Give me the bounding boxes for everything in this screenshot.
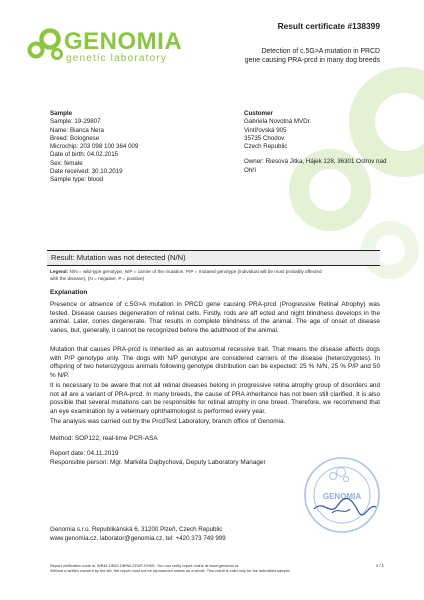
result-bar: Result: Mutation was not detected (N/N) — [47, 251, 380, 265]
footer-address: Genomia s.r.o. Republikánská 6, 31200 Plzeň, Czech Republic — [50, 526, 223, 533]
explanation-paragraph-1: Presence or absence of c.5G>A mutation in PRCD gene causing PRA-prcd (Progressive Retinal Atrophy) was tested. Disease causes degeneration of retinal cells. Firstly, rods are aff ected and night blindness develops in the animal. Later, cones degenerate. That results in complete blindness of the animal. The age of onset of disease varies, but, generally, it cannot be recognized before the adulthood of the animal. — [50, 301, 380, 334]
customer-section — [244, 110, 386, 175]
legend — [50, 269, 322, 282]
customer-line: 35735 Chodov — [244, 134, 285, 142]
legend-label: Legend: — [50, 269, 69, 274]
explanation-paragraph-2: Mutation that causes PRA-prcd is inherited as an autosomal recessive trait. That means the disease affects dogs with P/P genotype only. The dogs with N/P genotype are considered carriers of the disease (heterozygotes). In offspring of two heterozygous animals following genotype distribution can be expected: 25 % N/N, 25 % P/P and 50 % N/P. — [50, 346, 380, 379]
sample-line: Name: Bianca Nera — [50, 126, 104, 134]
owner-line: Ohří — [244, 166, 257, 174]
subtitle-line-2: gene causing PRA-prcd in many dog breeds — [244, 57, 380, 64]
certificate-subtitle — [245, 47, 380, 65]
customer-heading: Customer — [244, 110, 273, 117]
explanation-heading: Explanation — [50, 289, 88, 296]
laboratory-seal-stamp — [302, 455, 382, 535]
sample-line: Date received: 30.10.2019 — [50, 168, 123, 176]
logo-text: GENOMIA — [64, 28, 183, 55]
genomia-logo-icon — [26, 26, 66, 64]
result-bottom-rule — [47, 265, 380, 266]
legend-line-1: N/N = wild-type genotype, N/P = carrier of the mutation, P/P = mutated genotype (individual will be most probably affected — [68, 269, 322, 274]
sample-heading: Sample — [50, 110, 73, 117]
subtitle-line-1: Detection of c.5G>A mutation in PRCD — [261, 48, 380, 55]
responsible-person-line: Responsible person: Mgr. Markéta Dajbychová, Deputy Laboratory Manager — [50, 459, 266, 466]
disclaimer-note: Without a written consent by the lab, the report must not be reproduced unless as a whole. This result is valid only for the submitted sample. — [50, 568, 291, 574]
sample-line: Sample: 19-29807 — [50, 118, 101, 126]
sample-line: Date of birth: 04.02.2015 — [50, 151, 119, 159]
sample-line: Sample type: blood — [50, 176, 103, 184]
certificate-title: Result certificate #138399 — [277, 21, 380, 31]
sample-line: Breed: Bolognese — [50, 134, 100, 142]
seal-text: GENOMIA — [322, 492, 362, 501]
sample-line: Microchip: 203 098 100 364 009 — [50, 143, 139, 151]
owner-line: Owner: Riesová Jitka, Hájek 128, 36301 Ostrov nad — [244, 158, 387, 166]
verification-note: Report verification code is: WB46-DE62-DB9W-2EWT-EHKE. You can verify report online at www.genomia.cz — [50, 563, 239, 568]
method-line: Method: SOP122, real-time PCR-ASA — [50, 435, 158, 442]
customer-line: Vintířovská 905 — [244, 126, 287, 134]
footer-contacts: www.genomia.cz, laborator@genomia.cz, tel: +420 373 749 999 — [50, 535, 226, 542]
footer-notes — [50, 563, 291, 573]
customer-line: Gabriela Novotná MVDr. — [244, 118, 312, 126]
logo-subtext: genetic laboratory — [66, 53, 168, 64]
customer-line: Czech Republic — [244, 143, 288, 151]
footer-address-block — [50, 525, 226, 543]
explanation-paragraph-3: It is necessary to be aware that not all retinal diseases belong in progressive retina atrophy group of disorders and not all are a variant of PRA-prcd. In many breeds, the cause of PRA inheritance has not been still clarified. It is also possible that several mutations can be responsible for retinal atrophy in one breed. Therefore, we recommend that an eye examination by a veterinary ophthalmologist is performed every year. — [50, 382, 380, 415]
report-date-line: Report date: 04.11.2019 — [50, 450, 119, 457]
sample-section — [50, 110, 138, 185]
legend-line-2: with the disease), (N = negative, P = positive) — [50, 275, 145, 281]
page-number: 1 / 1 — [375, 563, 384, 568]
explanation-paragraph-4: The analysis was carried out by the PrcdTest Laboratory, branch office of Genomia. — [50, 418, 286, 425]
sample-line: Sex: female — [50, 159, 83, 167]
